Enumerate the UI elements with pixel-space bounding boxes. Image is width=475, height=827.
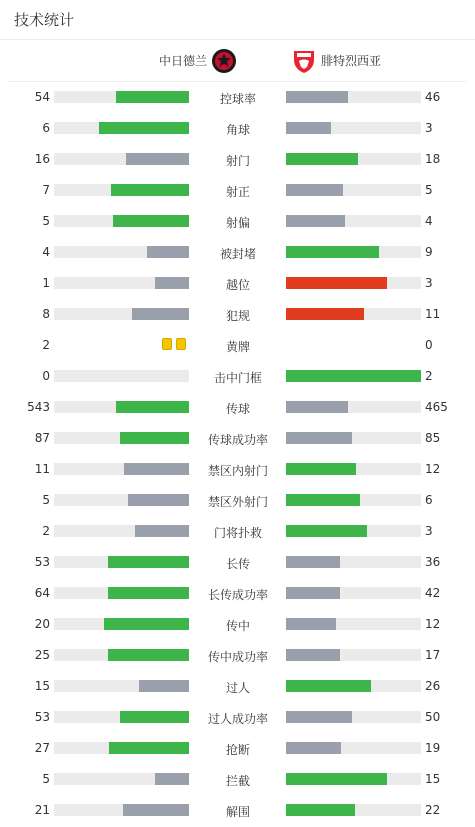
home-stat-value: 5 [42,772,50,786]
away-stat-bar-fill [286,525,367,537]
home-stat-bar-fill [116,401,189,413]
home-stat-value: 5 [42,493,50,507]
home-stat-bar [54,277,189,289]
away-stat-value: 0 [425,338,433,352]
home-stat-value: 20 [34,617,50,631]
home-stat-bar [54,680,189,692]
stat-label: 传中 [225,619,250,633]
home-stat-value: 2 [42,524,50,538]
away-stat-bar [286,215,421,227]
home-team[interactable] [8,48,237,74]
away-stat-value: 3 [425,121,433,135]
stat-label: 传球 [225,402,250,416]
home-stat-bar [54,742,189,754]
home-stat-value: 64 [34,586,50,600]
away-stat-value: 4 [425,214,433,228]
home-stat-value: 16 [34,152,50,166]
stat-label: 射偏 [225,216,250,230]
away-stat-bar-fill [286,308,364,320]
stat-label: 过人成功率 [207,712,268,726]
home-stat-bar [54,463,189,475]
stat-row [0,641,475,672]
home-stat-value: 6 [42,121,50,135]
away-stat-value: 12 [425,462,441,476]
away-stat-value: 9 [425,245,433,259]
stat-row [0,796,475,827]
home-stat-value: 1 [42,276,50,290]
away-team-logo-icon [291,48,317,74]
stat-row [0,610,475,641]
stat-label: 门将扑救 [213,526,262,540]
away-stat-value: 5 [425,183,433,197]
away-stat-bar-fill [286,773,387,785]
home-yellow-cards [162,338,186,350]
home-stat-bar [54,618,189,630]
away-stat-bar-fill [286,215,345,227]
home-stat-bar-fill [155,773,189,785]
away-stat-value: 11 [425,307,441,321]
home-team-name: 中日德兰 [158,54,207,68]
away-stat-bar [286,587,421,599]
stat-row [0,331,475,362]
stat-label: 传球成功率 [207,433,268,447]
stat-label: 被封堵 [219,247,256,261]
away-stat-bar [286,401,421,413]
away-stat-bar [286,184,421,196]
home-stat-bar [54,432,189,444]
home-stat-value: 0 [42,369,50,383]
stat-label: 长传 [225,557,250,571]
away-stat-bar-fill [286,401,348,413]
stat-row [0,207,475,238]
home-stat-bar [54,153,189,165]
away-stat-bar [286,494,421,506]
away-stat-bar-fill [286,153,358,165]
home-stat-value: 25 [34,648,50,662]
away-stat-value: 22 [425,803,441,817]
away-stat-bar-fill [286,122,331,134]
away-stat-bar [286,711,421,723]
home-stat-value: 15 [34,679,50,693]
stat-row [0,734,475,765]
stat-row [0,300,475,331]
stat-label: 击中门框 [213,371,262,385]
away-stat-bar-fill [286,742,341,754]
home-stat-bar-fill [123,804,189,816]
away-stat-value: 3 [425,524,433,538]
home-stat-value: 7 [42,183,50,197]
stat-label: 解围 [225,805,250,819]
away-stat-value: 50 [425,710,441,724]
home-stat-bar [54,556,189,568]
away-stat-bar [286,525,421,537]
home-stat-value: 87 [34,431,50,445]
away-stat-value: 3 [425,276,433,290]
stat-label: 禁区外射门 [207,495,268,509]
home-stat-bar [54,711,189,723]
home-stat-bar [54,804,189,816]
away-stat-bar-fill [286,587,340,599]
away-stat-bar-fill [286,711,352,723]
away-stat-bar [286,804,421,816]
home-stat-bar [54,649,189,661]
away-stat-bar [286,463,421,475]
away-stat-bar [286,246,421,258]
stat-row [0,362,475,393]
away-team[interactable] [291,48,381,74]
stat-row [0,703,475,734]
stat-row [0,486,475,517]
away-stat-bar [286,773,421,785]
home-stat-bar [54,587,189,599]
page-title: 技术统计 [14,11,75,29]
away-stat-bar-fill [286,680,371,692]
stat-label: 禁区内射门 [207,464,268,478]
away-stat-bar-fill [286,432,352,444]
stat-row [0,517,475,548]
away-stat-bar-fill [286,463,356,475]
yellow-card-icon [176,338,186,350]
home-stat-bar [54,215,189,227]
teams-header [8,40,467,82]
away-stat-bar [286,153,421,165]
home-stat-bar-fill [128,494,189,506]
home-stat-bar-fill [99,122,189,134]
home-stat-bar-fill [109,742,189,754]
home-stat-bar [54,773,189,785]
home-stat-value: 4 [42,245,50,259]
home-stat-bar [54,246,189,258]
stat-label: 射门 [225,154,250,168]
home-stat-bar-fill [120,711,189,723]
away-stat-bar-fill [286,494,360,506]
home-stat-bar [54,494,189,506]
home-stat-value: 5 [42,214,50,228]
home-stat-bar-fill [155,277,189,289]
stat-row [0,114,475,145]
home-stat-bar [54,525,189,537]
away-stat-bar [286,649,421,661]
home-stat-value: 27 [34,741,50,755]
home-stat-bar-fill [108,556,189,568]
home-stat-bar-fill [108,649,189,661]
away-stat-bar [286,432,421,444]
home-stat-bar-fill [108,587,189,599]
stat-label: 角球 [225,123,250,137]
stat-row [0,393,475,424]
stat-label: 抢断 [225,743,250,757]
stat-row [0,548,475,579]
stat-row [0,579,475,610]
stat-label: 越位 [225,278,250,292]
away-stat-value: 18 [425,152,441,166]
home-stat-bar-fill [139,680,189,692]
away-stat-value: 46 [425,90,441,104]
away-stat-bar [286,370,421,382]
home-stat-bar-fill [104,618,189,630]
away-stat-bar-fill [286,184,343,196]
home-stat-bar [54,184,189,196]
stat-row [0,765,475,796]
stat-label: 犯规 [225,309,250,323]
stat-row [0,238,475,269]
stat-label: 控球率 [219,92,256,106]
home-stat-bar [54,370,189,382]
title-bar [0,0,475,40]
home-stat-value: 8 [42,307,50,321]
home-stat-value: 2 [42,338,50,352]
away-stat-value: 12 [425,617,441,631]
stat-label: 射正 [225,185,250,199]
away-stat-bar [286,91,421,103]
stat-row [0,269,475,300]
away-stat-value: 6 [425,493,433,507]
yellow-card-icon [162,338,172,350]
away-stat-value: 465 [425,400,448,414]
home-stat-value: 53 [34,710,50,724]
away-stat-bar-fill [286,618,336,630]
away-stat-value: 15 [425,772,441,786]
away-stat-value: 85 [425,431,441,445]
home-stat-bar-fill [120,432,189,444]
away-stat-bar-fill [286,804,355,816]
away-stat-bar [286,308,421,320]
away-stat-value: 19 [425,741,441,755]
home-stat-bar-fill [135,525,189,537]
away-stat-value: 26 [425,679,441,693]
away-stat-bar-fill [286,277,387,289]
away-stat-bar-fill [286,91,348,103]
home-stat-value: 54 [34,90,50,104]
home-team-logo-icon [211,48,237,74]
stat-row [0,455,475,486]
away-stat-bar [286,277,421,289]
home-stat-bar [54,401,189,413]
home-stat-value: 21 [34,803,50,817]
away-stat-value: 2 [425,369,433,383]
stat-row [0,83,475,114]
away-stat-bar [286,556,421,568]
away-stat-value: 42 [425,586,441,600]
home-stat-bar-fill [113,215,189,227]
stat-label: 传中成功率 [207,650,268,664]
stat-row [0,672,475,703]
home-stat-bar [54,308,189,320]
home-stat-value: 11 [34,462,50,476]
away-stat-bar-fill [286,370,421,382]
home-stat-bar [54,122,189,134]
stat-row [0,145,475,176]
away-stat-bar-fill [286,556,340,568]
home-stat-bar-fill [132,308,189,320]
stat-label: 过人 [225,681,250,695]
away-team-name: 腓特烈西亚 [321,54,382,68]
home-stat-value: 543 [27,400,50,414]
home-stat-bar-fill [116,91,189,103]
stat-label: 拦截 [225,774,250,788]
away-stat-bar [286,122,421,134]
away-stat-bar [286,680,421,692]
home-stat-bar-fill [111,184,189,196]
away-stat-bar-fill [286,246,379,258]
home-stat-value: 53 [34,555,50,569]
home-stat-bar [54,91,189,103]
stat-row [0,176,475,207]
stat-row [0,424,475,455]
stats-list [0,82,475,827]
stat-label: 黄牌 [225,340,250,354]
away-stat-bar [286,618,421,630]
stat-label: 长传成功率 [207,588,268,602]
home-stat-bar-fill [147,246,189,258]
away-stat-bar [286,742,421,754]
away-stat-value: 17 [425,648,441,662]
away-stat-value: 36 [425,555,441,569]
home-stat-bar-fill [124,463,189,475]
away-stat-bar-fill [286,649,340,661]
home-stat-bar-fill [126,153,189,165]
